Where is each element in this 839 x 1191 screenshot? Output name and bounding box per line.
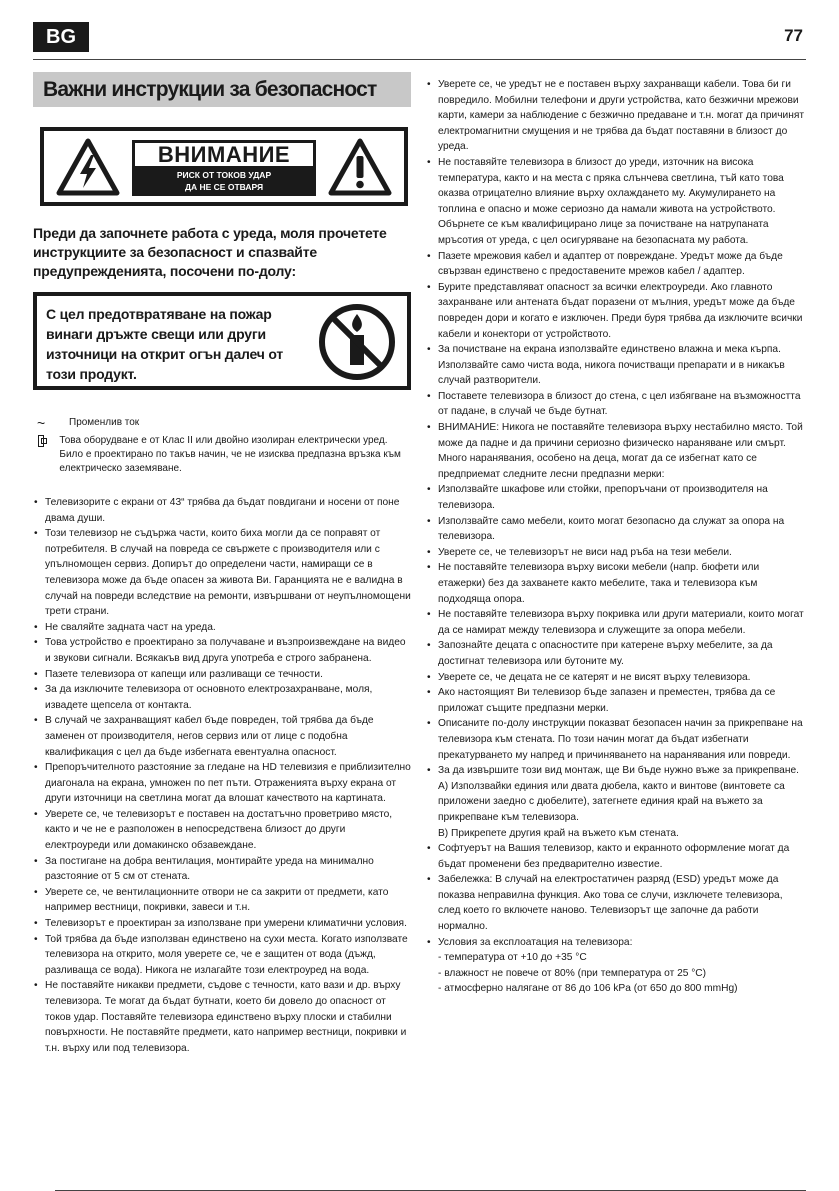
mounting-instructions bbox=[426, 763, 806, 841]
list-item: • Описаните по-долу инструкции показват безопасен начин за прикрепване на телевизора към стената. По този начин могат да бъдат избегнати прекатурването му напред и причиняването на наранявания или повреди. bbox=[426, 716, 806, 763]
list-item: • За постигане на добра вентилация, монтирайте уреда на минимално разстояние от 5 см от стената. bbox=[33, 854, 411, 885]
list-item: • Използвайте шкафове или стойки, препоръчани от производителя на телевизора. bbox=[426, 482, 806, 513]
electric-shock-warning-label bbox=[40, 127, 408, 206]
mounting-step-b: В) Прикрепете другия край на въжето към стената. bbox=[438, 827, 679, 839]
ac-symbol-text: Променлив ток bbox=[69, 417, 140, 428]
list-item: • Софтуерът на Вашия телевизор, както и екранното оформление могат да бъдат променени без предварително известие. bbox=[426, 841, 806, 872]
symbol-row-class-ii bbox=[33, 434, 411, 476]
list-item: • Телевизорите с екрани от 43“ трябва да бъдат повдигани и носени от поне двама души. bbox=[33, 495, 411, 526]
ac-symbol: ~ bbox=[37, 415, 46, 431]
condition-pressure: - атмосферно налягане от 86 до 106 kPa (от 650 до 800 mmHg) bbox=[438, 983, 738, 995]
list-item: • Той трябва да бъде използван единствено на сухи места. Когато използвате телевизора на открито, моля уверете се, че е защитен от вода (дъжд, разливаща се вода). Никога не излагайте този електроуред на вода. bbox=[33, 932, 411, 979]
list-item: • Поставете телевизора в близост до стена, с цел избягване на възможността от падане, в случай че бъде бутнат. bbox=[426, 389, 806, 420]
lightning-triangle-icon bbox=[56, 138, 120, 196]
list-item: • ВНИМАНИЕ: Никога не поставяйте телевизора върху нестабилно място. Той може да падне и да причини сериозно физическо нараняване или смърт. Много наранявания, особено на деца, могат да се избегнат като се предприемат следните лесни предпазни мерки: bbox=[426, 420, 806, 482]
list-item: • Забележка: В случай на електростатичен разряд (ESD) уредът може да показва неправилна функция. Ако това се случи, изключете телевизора, след което го включете наново. Телевизорът ще започне да работи нормално. bbox=[426, 872, 806, 934]
conditions-title: • Условия за експлоатация на телевизора: bbox=[438, 936, 633, 948]
list-item: • За почистване на екрана използвайте единствено влажна и мека кърпа. Използвайте само чиста вода, никога почистващи препарати и в никакъв случай разтворители. bbox=[426, 342, 806, 389]
right-safety-list bbox=[426, 77, 806, 997]
list-item: • Запознайте децата с опасностите при катерене върху мебелите, за да достигнат телевизора или бутоните му. bbox=[426, 638, 806, 669]
list-item: • Уверете се, че вентилационните отвори не са закрити от предмети, като например вестници, покривки, завеси и т.н. bbox=[33, 885, 411, 916]
list-item: • Не сваляйте задната част на уреда. bbox=[33, 620, 411, 636]
list-item: • Пазете телевизора от капещи или разливащи се течности. bbox=[33, 667, 411, 683]
list-item: • Не поставяйте телевизора върху високи мебели (напр. бюфети или етажерки) без да захванете както мебелите, така и телевизора към подходяща опора. bbox=[426, 560, 806, 607]
list-item: • Не поставяйте никакви предмети, съдове с течности, като вази и др. върху телевизора. Те могат да бъдат бутнати, което би довело до опасност от токов удар. Поставяйте телевизора единствено върху плоски и стабилни повърхности. Не поставяйте предмети, като например вестници, покривки и т.н. върху или под телевизора. bbox=[33, 978, 411, 1056]
warning-line-1: РИСК ОТ ТОКОВ УДАР bbox=[176, 170, 272, 180]
list-item: • Бурите представляват опасност за всички електроуреди. Ако главното захранване или антената бъдат поразени от мълния, уредът може да бъде повреден дори и когато е изключен. Преди буря трябва да изключите всички кабели и конектори от устройството. bbox=[426, 280, 806, 342]
list-item: • Телевизорът е проектиран за използване при умерени климатични условия. bbox=[33, 916, 411, 932]
mounting-step-a: А) Използвайки единия или двата дюбела, както и винтове (винтовете са приложени заедно с дюбелите), затегнете единия край на въжето за прикрепване към телевизора. bbox=[438, 780, 785, 823]
left-column bbox=[33, 72, 411, 1056]
list-item: • Това устройство е проектирано за получаване и възпроизвеждане на видео и звукови сигнали. Всякакъв вид друга употреба е строго забранена. bbox=[33, 635, 411, 666]
list-item: • Ако настоящият Ви телевизор бъде запазен и преместен, трябва да се приложат същите предпазни мерки. bbox=[426, 685, 806, 716]
exclamation-triangle-icon bbox=[328, 138, 392, 196]
list-item: • Не поставяйте телевизора върху покривка или други материали, които могат да се намират между телевизора и служещите за опора мебели. bbox=[426, 607, 806, 638]
class-ii-icon bbox=[38, 435, 44, 447]
list-item: • Уверете се, че телевизорът не виси над ръба на тези мебели. bbox=[426, 545, 806, 561]
section-title: Важни инструкции за безопасност bbox=[33, 72, 411, 107]
list-item: • Уверете се, че телевизорът е поставен на достатъчно проветриво място, както и че не е разположен в непосредствена близост до други електроуреди или домакинско обзавеждане. bbox=[33, 807, 411, 854]
list-item: • Не поставяйте телевизора в близост до уреди, източник на висока температура, както и на места с пряка слънчева светлина, тъй като това оказва отрицателно влияние върху охлаждането му. Акумулирането на топлина е опасно и може сериозно да намали живота на устройството. Обърнете се към квалифицирано лице за почистване на натрупаната мръсотия от уреда, с цел осигуряване на безопасната му работа. bbox=[426, 155, 806, 249]
intro-text: Преди да започнете работа с уреда, моля прочетете инструкциите за безопасност и спазвайте предупрежденията, посочени по-долу: bbox=[33, 225, 387, 279]
page-number: 77 bbox=[784, 26, 803, 45]
operating-conditions bbox=[426, 935, 806, 997]
list-item: • Този телевизор не съдържа части, които биха могли да се поправят от потребителя. В случай на повреда се свържете с производителя или с упълномощен сервиз. Допирът до определени части, намиращи се в телевизора може да бъде опасен за живота Ви. Гаранцията не е валидна в случай на повреди вследствие на ремонти, извършвани от неупълномощени трети страни. bbox=[33, 526, 411, 620]
header-divider bbox=[33, 59, 806, 60]
list-item: • За да изключите телевизора от основното електрозахранване, моля, извадете щепсела от контакта. bbox=[33, 682, 411, 713]
fire-warning-text: С цел предотвратяване на пожар винаги дръжте свещи или други източници на открит огън далеч от този продукт. bbox=[46, 306, 284, 382]
warning-line-2: ДА НЕ СЕ ОТВАРЯ bbox=[184, 182, 264, 192]
symbol-row-ac bbox=[33, 416, 411, 430]
list-item: • Използвайте само мебели, които могат безопасно да служат за опора на телевизора. bbox=[426, 514, 806, 545]
list-item: • Уверете се, че уредът не е поставен върху захранващи кабели. Това би ги повредило. Мобилни телефони и други устройства, като безжични мрежови карти, камери за наблюдение с безжично предаване и т.н. могат да причинят електромагнитни смущения и не трябва да бъдат поставяни в близост до уреда. bbox=[426, 77, 806, 155]
warning-subtitle bbox=[132, 169, 316, 193]
list-item: • Препоръчителното разстояние за гледане на HD телевизия е приблизително диагонала на екрана, умножен по пет пъти. Отраженията върху екрана от други източници на светлина могат да влошат качеството на картината. bbox=[33, 760, 411, 807]
fire-warning-box bbox=[33, 292, 411, 390]
mounting-intro: • За да извършите този вид монтаж, ще Ви бъде нужно въже за прикрепване. bbox=[438, 765, 799, 777]
list-item: • Уверете се, че децата не се катерят и не висят върху телевизора. bbox=[426, 670, 806, 686]
left-safety-list bbox=[33, 495, 411, 1056]
no-candle-icon bbox=[317, 302, 397, 382]
list-item: • В случай че захранващият кабел бъде повреден, той трябва да бъде заменен от производителя, негов сервиз или от лице с подобна квалификация с цел да бъде избегната евентуална опасност. bbox=[33, 713, 411, 760]
list-item: • Пазете мрежовия кабел и адаптер от повреждане. Уредът може да бъде свързван единствено с предоставените мрежов кабел / адаптер. bbox=[426, 249, 806, 280]
warning-center-panel bbox=[132, 140, 316, 196]
symbols-legend bbox=[33, 416, 411, 476]
condition-humidity: - влажност не повече от 80% (при температура от 25 °C) bbox=[438, 967, 707, 979]
warning-title: ВНИМАНИЕ bbox=[135, 143, 313, 166]
condition-temperature: - температура от +10 до +35 °C bbox=[438, 952, 587, 964]
right-column bbox=[426, 77, 806, 997]
language-badge: BG bbox=[33, 22, 89, 52]
class-ii-text: Това оборудване е от Клас II или двойно изолиран електрически уред. Било е проектирано по такъв начин, че не изисква предпазна връзка към електрическо заземяване. bbox=[59, 435, 401, 474]
